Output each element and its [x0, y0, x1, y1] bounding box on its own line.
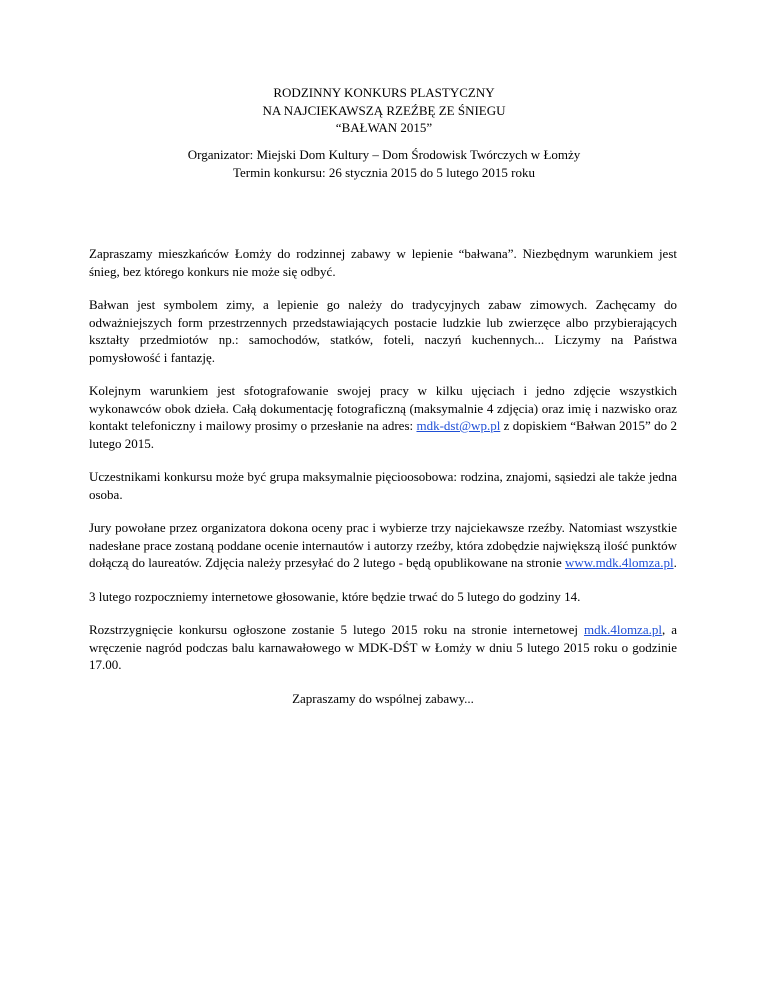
title-line-2: NA NAJCIEKAWSZĄ RZEŹBĘ ZE ŚNIEGU — [262, 102, 506, 118]
closing-line: Zapraszamy do wspólnej zabawy... — [292, 690, 474, 706]
document-title — [0, 84, 768, 137]
document-body — [89, 245, 677, 707]
paragraph-results-text: Rozstrzygnięcie konkursu ogłoszone zostanie 5 lutego 2015 roku na stronie internetowej — [89, 622, 584, 637]
paragraph-symbol: Bałwan jest symbolem zimy, a lepienie go należy do tradycyjnych zabaw zimowych. Zachęcamy do odważniejszych form przestrzennych przedstawiających postacie ludzkie lub zwierzęce albo przybierających kształty przedmiotów np.: samochodów, statków, foteli, naczyń kuchennych... Liczymy na Państwa pomysłowość i fantazję. — [89, 297, 677, 365]
title-line-3: “BAŁWAN 2015” — [335, 120, 433, 135]
paragraph-jury-text: Jury powołane przez organizatora dokona oceny prac i wybierze trzy najciekawsze rzeźby. Natomiast wszystkie nadesłane prace zostaną poddane ocenie internautów i autorzy rzeźby, która zdobędzie największą ilość punktów dołączą do laureatów. Zdjęcia należy przesyłać do 2 lutego - będą opublikowane na stronie — [89, 520, 677, 570]
paragraph-results-text-end: , a wręczenie nagród podczas balu karnawałowego w MDK-DŚT w Łomży w dniu 5 lutego 2015 roku o godzinie 17.00. — [89, 622, 677, 672]
paragraph-voting: 3 lutego rozpoczniemy internetowe głosowanie, które będzie trwać do 5 lutego do godziny 14. — [89, 588, 581, 604]
contest-dates-line: Termin konkursu: 26 stycznia 2015 do 5 lutego 2015 roku — [232, 164, 536, 180]
organizer-line: Organizator: Miejski Dom Kultury – Dom Środowisk Twórczych w Łomży — [187, 147, 581, 162]
paragraph-results — [89, 621, 677, 674]
organizer-block — [0, 146, 768, 181]
title-line-1: RODZINNY KONKURS PLASTYCZNY — [273, 85, 495, 100]
paragraph-invitation: Zapraszamy mieszkańców Łomży do rodzinnej zabawy w lepienie “bałwana”. Niezbędnym warunkiem jest śnieg, bez którego konkurs nie może się odbyć. — [89, 246, 677, 279]
paragraph-photo-text-end: z dopiskiem “Bałwan 2015” do 2 lutego 2015. — [89, 418, 677, 451]
paragraph-jury — [89, 519, 677, 572]
website-link[interactable]: www.mdk.4lomza.pl — [565, 555, 674, 570]
paragraph-participants: Uczestnikami konkursu może być grupa maksymalnie pięcioosobowa: rodzina, znajomi, sąsiedzi ale także jedna osoba. — [89, 469, 677, 502]
paragraph-jury-text-end: . — [673, 555, 677, 570]
paragraph-photo-requirements — [89, 382, 677, 452]
email-link[interactable]: mdk-dst@wp.pl — [416, 418, 501, 433]
paragraph-photo-text: Kolejnym warunkiem jest sfotografowanie swojej pracy w kilku ujęciach i jedno zdjęcie wszystkich wykonawców obok dzieła. Całą dokumentację fotograficzną (maksymalnie 4 zdjęcia) oraz imię i nazwisko oraz kontakt telefoniczny i mailowy prosimy o przesłanie na adres: — [89, 383, 677, 433]
results-website-link[interactable]: mdk.4lomza.pl — [583, 622, 662, 637]
